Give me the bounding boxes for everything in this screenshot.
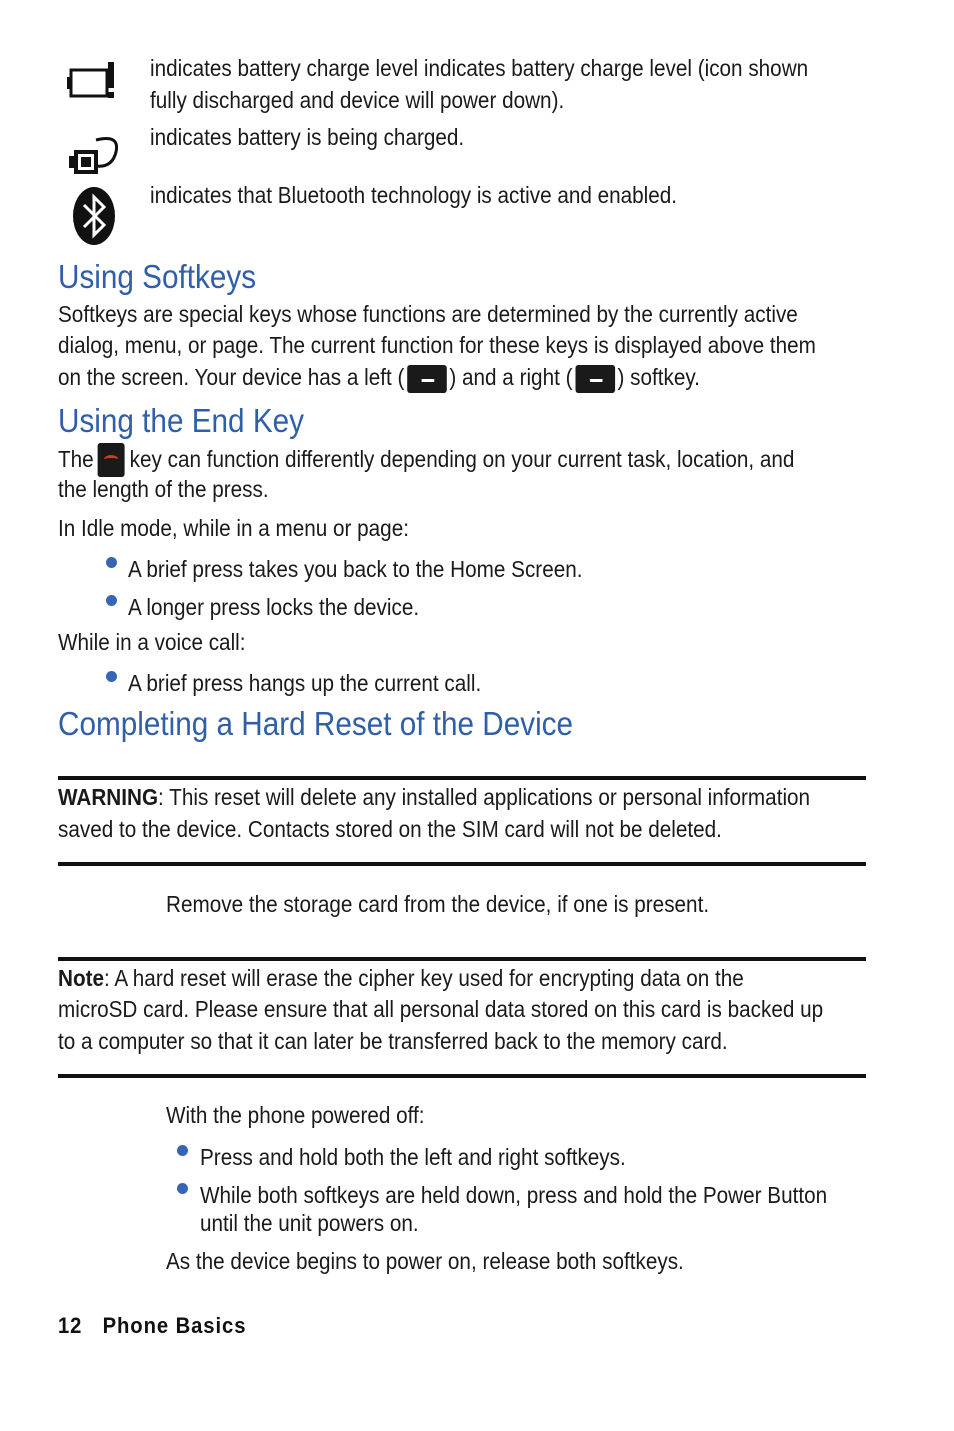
endkey-text-1a: The (58, 446, 94, 472)
softkeys-text-2: dialog, menu, or page. The current function for these keys is displayed above them (58, 332, 816, 358)
warning-text-1 (58, 782, 810, 814)
softkeys-text-3c: ) softkey. (617, 364, 700, 390)
list-item: A brief press takes you back to the Home Screen. (128, 556, 583, 582)
endkey-idle-intro: In Idle mode, while in a menu or page: (58, 515, 409, 541)
note-text-2: microSD card. Please ensure that all personal data stored on this card is backed up (58, 996, 824, 1022)
heading-using-softkeys: Using Softkeys (58, 258, 257, 295)
list-item: While both softkeys are held down, press and hold the Power Button (200, 1182, 828, 1208)
endkey-text-1b: key can function differently depending on your current task, location, and (129, 446, 795, 472)
warning-text-2: saved to the device. Contacts stored on the SIM card will not be deleted. (58, 816, 722, 842)
bullet-dot (106, 595, 117, 606)
softkeys-text-1: Softkeys are special keys whose functions are determined by the currently active (58, 301, 798, 327)
page-footer (58, 1313, 246, 1339)
right-softkey-icon (575, 365, 615, 393)
note-text-1 (58, 963, 744, 995)
reset-step-2: With the phone powered off: (166, 1102, 425, 1128)
warning-text-1-body: : This reset will delete any installed applications or personal information (158, 784, 811, 810)
reset-step-1: Remove the storage card from the device, if one is present. (166, 891, 710, 917)
endkey-text-2: the length of the press. (58, 476, 269, 502)
reset-step-3: As the device begins to power on, release both softkeys. (166, 1248, 684, 1274)
divider (58, 1074, 866, 1078)
end-key-icon (97, 443, 124, 477)
status-text-battery-low-2: fully discharged and device will power down). (150, 87, 565, 113)
status-text-bluetooth: indicates that Bluetooth technology is active and enabled. (150, 182, 678, 208)
warning-label: WARNING (58, 784, 159, 810)
section-title: Phone Basics (102, 1313, 247, 1338)
list-item: Press and hold both the left and right softkeys. (200, 1144, 626, 1170)
bullet-dot (177, 1145, 188, 1156)
battery-charging-icon (66, 132, 122, 183)
note-label: Note (58, 965, 105, 991)
list-item: A longer press locks the device. (128, 594, 420, 620)
list-item-continued: until the unit powers on. (200, 1210, 419, 1236)
endkey-call-intro: While in a voice call: (58, 629, 246, 655)
endkey-text-1 (58, 443, 794, 477)
left-softkey-icon (407, 365, 447, 393)
bullet-dot (177, 1183, 188, 1194)
divider (58, 776, 866, 780)
heading-using-end-key: Using the End Key (58, 402, 305, 439)
bullet-dot (106, 671, 117, 682)
status-text-battery-charging: indicates battery is being charged. (150, 124, 465, 150)
divider (58, 957, 866, 961)
battery-empty-icon (66, 62, 118, 107)
softkeys-text-3 (58, 362, 700, 394)
softkeys-text-3b: ) and a right ( (449, 364, 573, 390)
note-text-3: to a computer so that it can later be transferred back to the memory card. (58, 1028, 728, 1054)
bullet-dot (106, 557, 117, 568)
note-text-1-body: : A hard reset will erase the cipher key used for encrypting data on the (104, 965, 744, 991)
status-text-battery-low-1: indicates battery charge level indicates battery charge level (icon shown (150, 55, 809, 81)
heading-hard-reset: Completing a Hard Reset of the Device (58, 705, 574, 742)
page-number: 12 (58, 1313, 83, 1338)
list-item: A brief press hangs up the current call. (128, 670, 482, 696)
softkeys-text-3a: on the screen. Your device has a left ( (58, 364, 405, 390)
bluetooth-icon (72, 186, 116, 251)
divider (58, 862, 866, 866)
